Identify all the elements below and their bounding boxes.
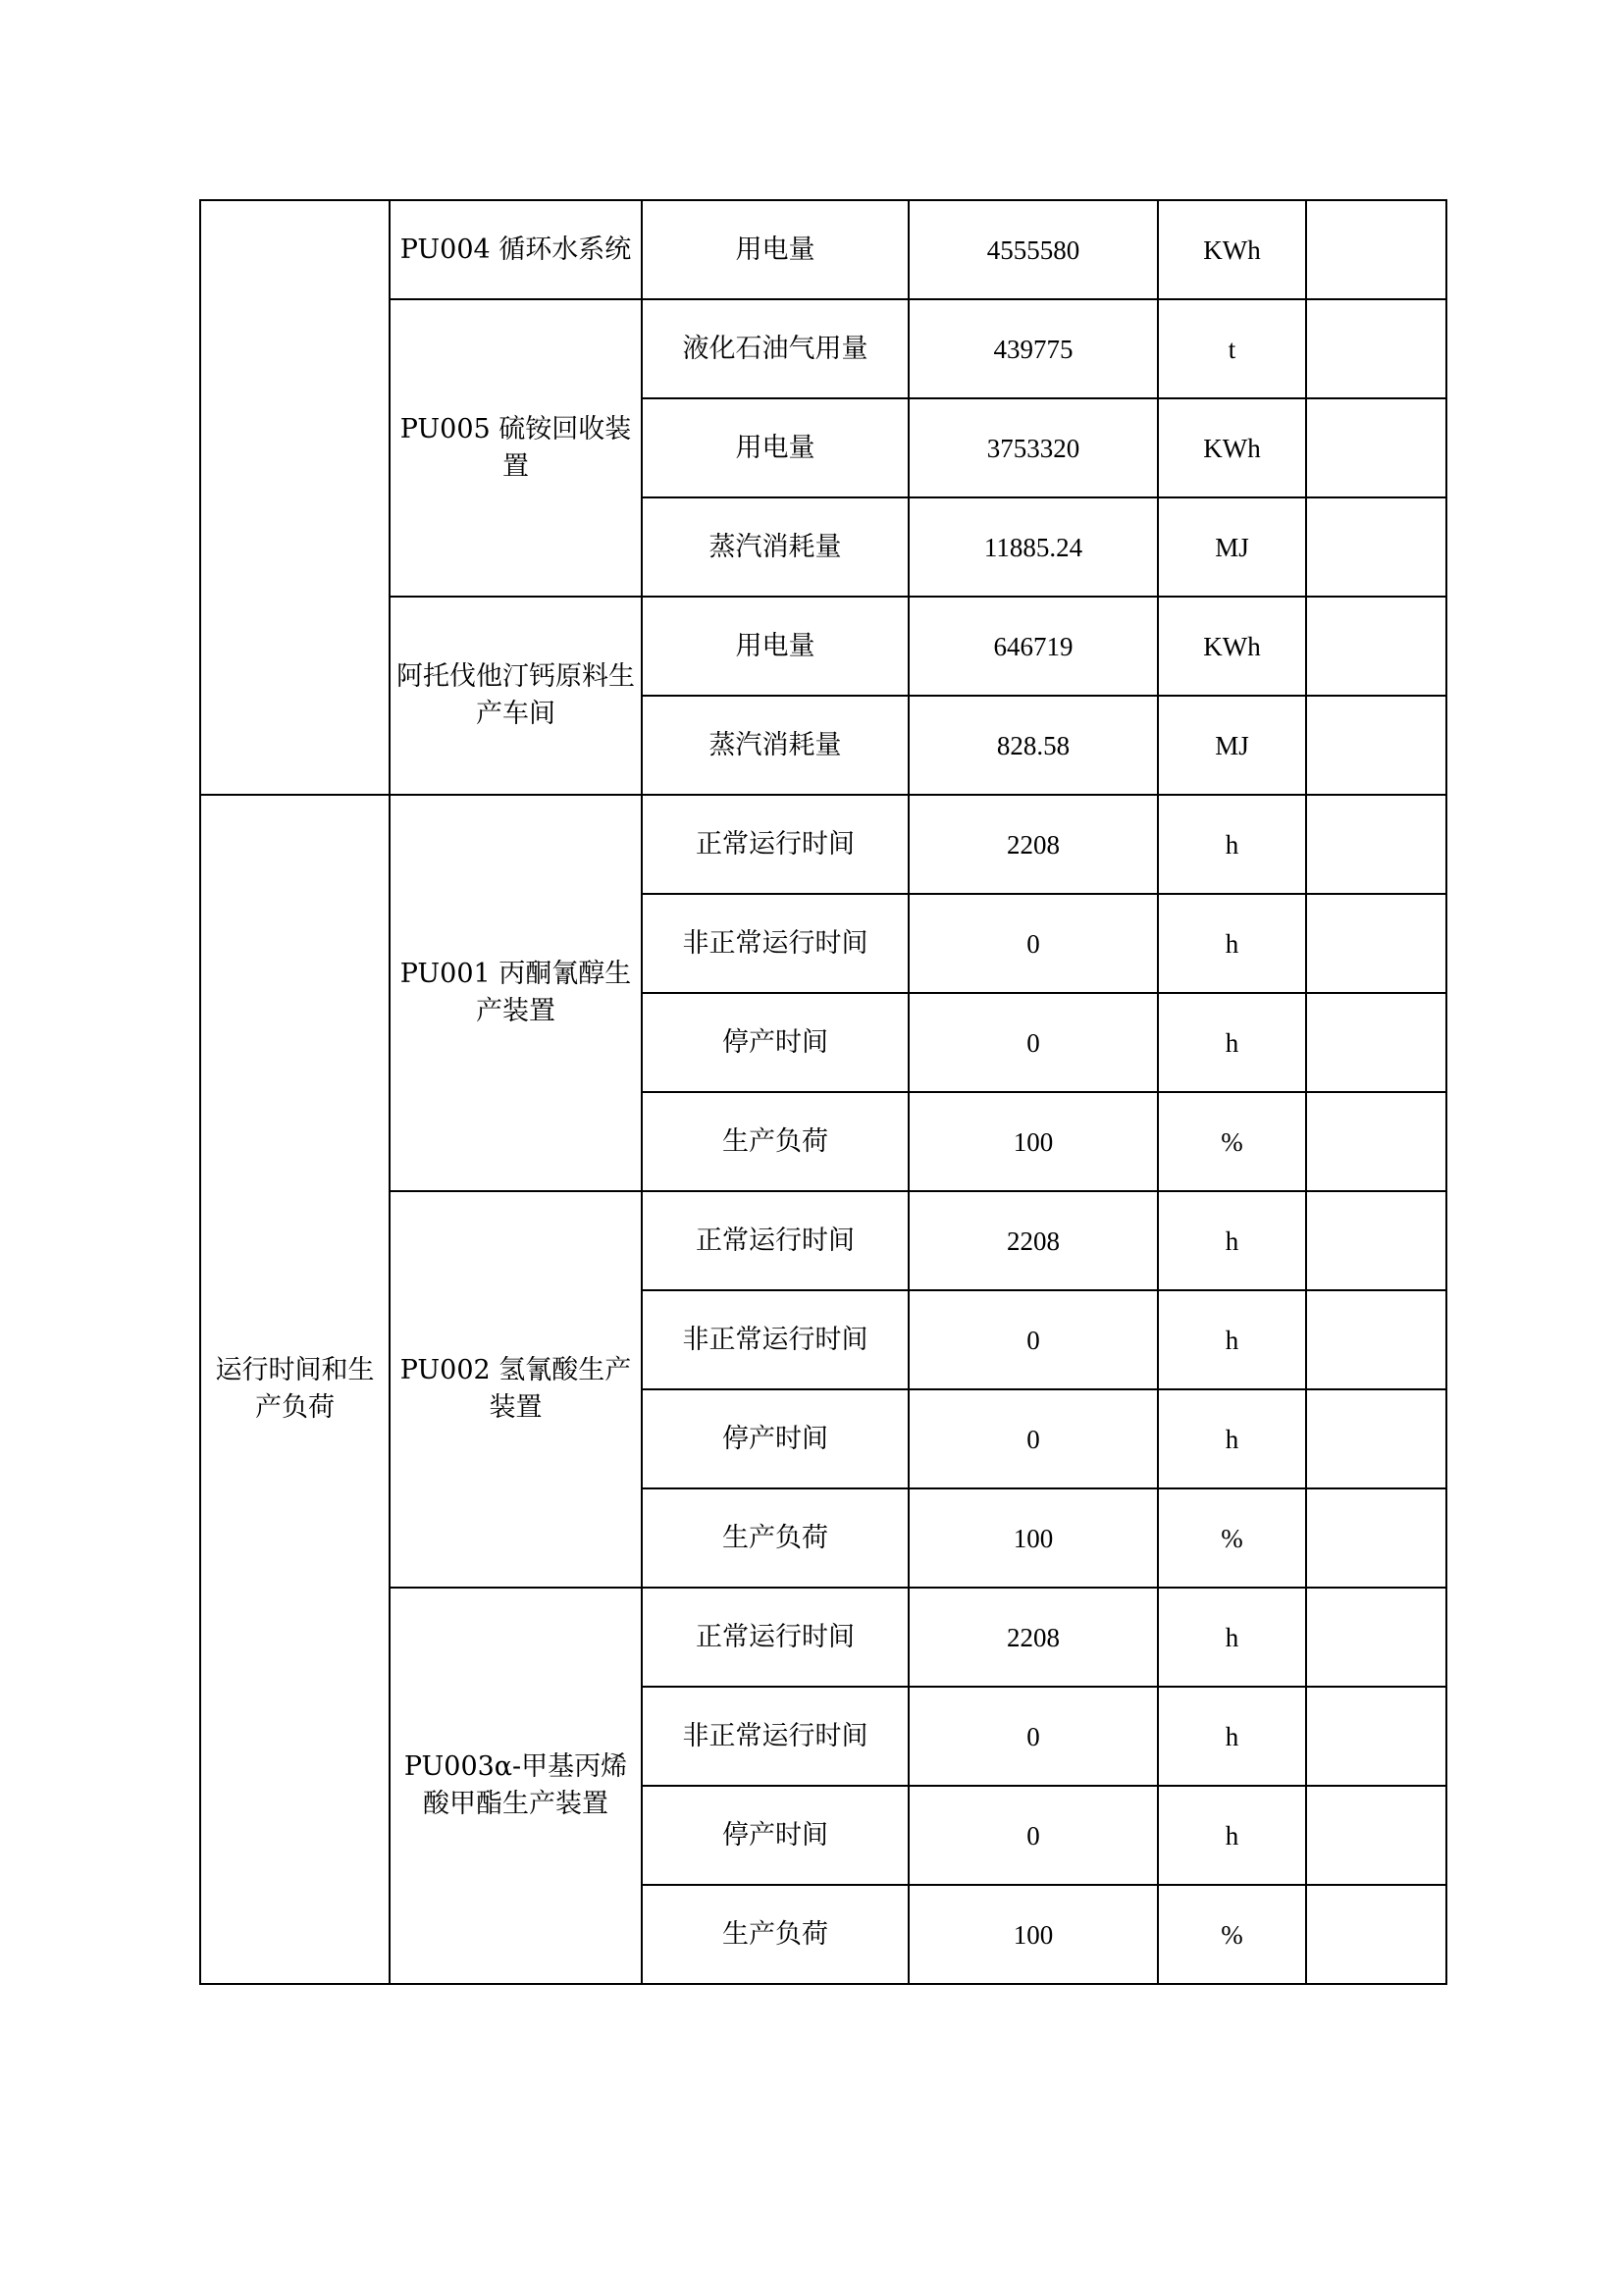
value-cell: 2208 — [909, 1588, 1158, 1687]
item-cell: 非正常运行时间 — [642, 1290, 909, 1389]
unit-cell: KWh — [1158, 398, 1306, 497]
table-row — [200, 795, 1446, 894]
item-cell: 停产时间 — [642, 1389, 909, 1488]
note-cell — [1306, 993, 1446, 1092]
value-cell: 0 — [909, 1687, 1158, 1786]
item-cell: 生产负荷 — [642, 1092, 909, 1191]
unit-name-cell: PU001 丙酮氰醇生产装置 — [390, 795, 642, 1191]
table-row — [200, 200, 1446, 299]
note-cell — [1306, 1191, 1446, 1290]
value-cell: 100 — [909, 1092, 1158, 1191]
category-cell: 运行时间和生产负荷 — [200, 795, 390, 1984]
value-cell: 2208 — [909, 795, 1158, 894]
unit-cell: MJ — [1158, 497, 1306, 597]
unit-cell: h — [1158, 795, 1306, 894]
category-cell-continued — [200, 200, 390, 795]
item-cell: 非正常运行时间 — [642, 894, 909, 993]
unit-name-cell: PU005 硫铵回收装置 — [390, 299, 642, 597]
note-cell — [1306, 1488, 1446, 1588]
unit-cell: h — [1158, 993, 1306, 1092]
unit-cell: % — [1158, 1488, 1306, 1588]
item-cell: 停产时间 — [642, 993, 909, 1092]
value-cell: 3753320 — [909, 398, 1158, 497]
item-cell: 非正常运行时间 — [642, 1687, 909, 1786]
item-cell: 正常运行时间 — [642, 1191, 909, 1290]
item-cell: 用电量 — [642, 398, 909, 497]
item-cell: 液化石油气用量 — [642, 299, 909, 398]
note-cell — [1306, 1687, 1446, 1786]
value-cell: 828.58 — [909, 696, 1158, 795]
note-cell — [1306, 1786, 1446, 1885]
value-cell: 11885.24 — [909, 497, 1158, 597]
unit-cell: h — [1158, 1687, 1306, 1786]
value-cell: 4555580 — [909, 200, 1158, 299]
item-cell: 正常运行时间 — [642, 1588, 909, 1687]
note-cell — [1306, 200, 1446, 299]
unit-cell: % — [1158, 1092, 1306, 1191]
note-cell — [1306, 299, 1446, 398]
unit-cell: h — [1158, 1290, 1306, 1389]
unit-cell: h — [1158, 1588, 1306, 1687]
value-cell: 2208 — [909, 1191, 1158, 1290]
item-cell: 蒸汽消耗量 — [642, 497, 909, 597]
note-cell — [1306, 1885, 1446, 1984]
note-cell — [1306, 398, 1446, 497]
unit-cell: KWh — [1158, 597, 1306, 696]
note-cell — [1306, 1092, 1446, 1191]
note-cell — [1306, 894, 1446, 993]
unit-cell: h — [1158, 1191, 1306, 1290]
unit-cell: KWh — [1158, 200, 1306, 299]
unit-cell: h — [1158, 1786, 1306, 1885]
report-table — [199, 199, 1447, 1985]
value-cell: 0 — [909, 993, 1158, 1092]
item-cell: 蒸汽消耗量 — [642, 696, 909, 795]
unit-name-cell: PU004 循环水系统 — [390, 200, 642, 299]
item-cell: 停产时间 — [642, 1786, 909, 1885]
unit-cell: h — [1158, 894, 1306, 993]
item-cell: 用电量 — [642, 200, 909, 299]
unit-name-cell: PU003α-甲基丙烯酸甲酯生产装置 — [390, 1588, 642, 1984]
value-cell: 0 — [909, 1290, 1158, 1389]
item-cell: 生产负荷 — [642, 1885, 909, 1984]
value-cell: 0 — [909, 894, 1158, 993]
value-cell: 100 — [909, 1488, 1158, 1588]
note-cell — [1306, 1588, 1446, 1687]
note-cell — [1306, 1389, 1446, 1488]
value-cell: 646719 — [909, 597, 1158, 696]
value-cell: 439775 — [909, 299, 1158, 398]
value-cell: 100 — [909, 1885, 1158, 1984]
unit-cell: MJ — [1158, 696, 1306, 795]
unit-name-cell: PU002 氢氰酸生产装置 — [390, 1191, 642, 1588]
note-cell — [1306, 597, 1446, 696]
unit-cell: % — [1158, 1885, 1306, 1984]
note-cell — [1306, 795, 1446, 894]
note-cell — [1306, 1290, 1446, 1389]
note-cell — [1306, 497, 1446, 597]
unit-cell: t — [1158, 299, 1306, 398]
value-cell: 0 — [909, 1389, 1158, 1488]
unit-cell: h — [1158, 1389, 1306, 1488]
item-cell: 正常运行时间 — [642, 795, 909, 894]
item-cell: 用电量 — [642, 597, 909, 696]
item-cell: 生产负荷 — [642, 1488, 909, 1588]
unit-name-cell: 阿托伐他汀钙原料生产车间 — [390, 597, 642, 795]
note-cell — [1306, 696, 1446, 795]
value-cell: 0 — [909, 1786, 1158, 1885]
